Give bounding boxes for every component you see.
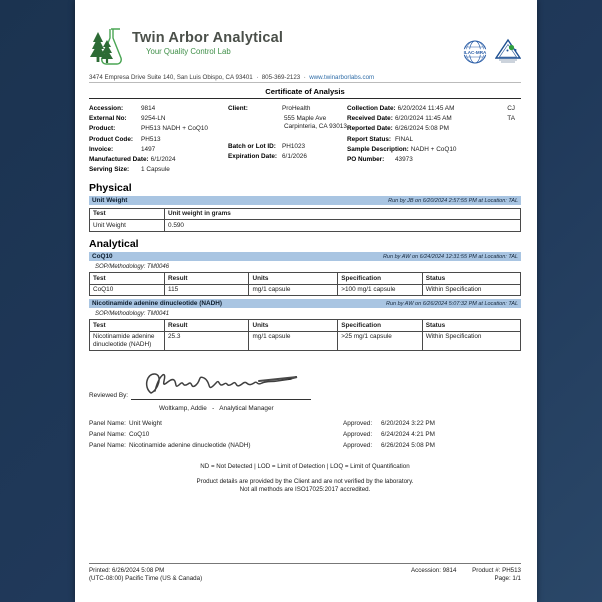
- analyst-initials: TA: [507, 115, 515, 123]
- info-row: [89, 136, 228, 144]
- panel-name-value: CoQ10: [129, 430, 150, 438]
- field-value: 9814: [141, 105, 156, 112]
- panel-name-label: Panel Name:: [89, 441, 126, 449]
- field-label: Expiration Date:: [228, 152, 278, 160]
- info-row: [89, 105, 228, 113]
- panel-bar-unit-weight: [89, 196, 521, 205]
- cell-result: 25.3: [164, 331, 248, 350]
- address-sep1: ·: [256, 74, 259, 81]
- sop-methodology: SOP/Methodology: TM0046: [95, 263, 170, 270]
- cell-status: Within Specification: [422, 284, 520, 296]
- info-row: [347, 105, 521, 113]
- cell-status: Within Specification: [422, 331, 520, 350]
- panel-bar-coq10: [89, 252, 521, 261]
- info-row: [347, 146, 521, 154]
- field-value: PH1023: [282, 142, 306, 150]
- field-label: Batch or Lot ID:: [228, 142, 276, 150]
- panel-name: CoQ10: [92, 253, 113, 260]
- col-header-units: Units: [249, 273, 338, 285]
- reviewer-title: Analytical Manager: [219, 404, 274, 412]
- table-row: [90, 284, 521, 296]
- col-header-specification: Specification: [338, 320, 422, 332]
- info-column-right: [347, 105, 521, 176]
- pjla-badge-icon: [495, 38, 521, 70]
- nadh-table: [89, 319, 521, 351]
- field-label: Invoice:: [89, 145, 114, 153]
- cell-result: 115: [164, 284, 248, 296]
- field-label: External No:: [89, 115, 127, 123]
- field-value: PH513 NADH + CoQ10: [141, 125, 208, 133]
- panel-name: Unit Weight: [92, 197, 128, 205]
- col-header-status: Status: [422, 273, 520, 285]
- signature-line: [131, 399, 311, 400]
- panel-name: Nicotinamide adenine dinucleotide (NADH): [92, 300, 222, 308]
- coq10-table: [89, 272, 521, 296]
- info-row: [228, 153, 347, 161]
- client-name: ProHealth: [282, 105, 311, 112]
- header: [89, 26, 521, 73]
- info-row: [89, 115, 228, 123]
- field-value: 6/26/2024 5:08 PM: [395, 125, 450, 133]
- field-value: 6/1/2026: [282, 152, 307, 160]
- panel-bar-nadh: [89, 299, 521, 308]
- col-header-test: Test: [90, 320, 165, 332]
- spacer: [228, 132, 347, 143]
- col-header-result: Result: [164, 273, 248, 285]
- field-label: Product Code:: [89, 135, 134, 143]
- field-label: Manufactured Date:: [89, 155, 149, 163]
- cell-units: mg/1 capsule: [249, 284, 338, 296]
- field-value: 6/20/2024 11:45 AM: [397, 105, 455, 112]
- page-content: [75, 0, 537, 602]
- info-row: [89, 146, 228, 154]
- field-value: 6/1/2024: [150, 155, 176, 163]
- run-info: Run by AW on 6/26/2024 5:07:32 PM at Location: TAL: [386, 300, 518, 307]
- table-header-row: [90, 320, 521, 332]
- page-footer: [89, 563, 521, 584]
- field-label: Reported Date:: [347, 125, 393, 133]
- footer-right: [397, 567, 521, 584]
- reviewed-by-label: Reviewed By:: [89, 391, 129, 399]
- field-value: NADH + CoQ10: [410, 145, 457, 153]
- signature-block: [89, 367, 521, 403]
- field-value: FINAL: [395, 135, 414, 143]
- approved-datetime: 6/24/2024 4:21 PM: [381, 430, 436, 438]
- footer-left: [89, 567, 202, 584]
- reviewer-separator: -: [212, 404, 215, 412]
- accreditation-badges: [460, 38, 521, 70]
- phone-number: 805-369-2123: [261, 74, 301, 81]
- footnotes: [89, 463, 521, 494]
- brand-text: [132, 26, 283, 56]
- info-column-left: [89, 105, 228, 176]
- panel-approvals: [89, 420, 521, 449]
- field-label: Accession:: [89, 105, 124, 112]
- sample-info-grid: [89, 105, 521, 176]
- analyst-initials: CJ: [507, 105, 515, 112]
- header-divider-dark: [89, 98, 521, 99]
- sop-methodology: SOP/Methodology: TM0041: [95, 310, 170, 317]
- field-label: Received Date:: [347, 115, 393, 123]
- approved-label: Approved:: [343, 441, 373, 449]
- panel-approval-row: [89, 431, 521, 438]
- field-label: Report Status:: [347, 135, 392, 143]
- panel-name-value: Nicotinamide adenine dinucleotide (NADH): [129, 441, 251, 449]
- physical-section-heading: Physical: [89, 182, 132, 195]
- run-info: Run by AW on 6/24/2024 12:31:55 PM at Location: TAL: [382, 253, 518, 260]
- footer-accession: Accession: 9814: [411, 566, 457, 574]
- field-value: 1497: [141, 145, 156, 153]
- disclaimer-line2: Not all methods are ISO17025:2017 accredited.: [239, 485, 371, 493]
- col-header-status: Status: [422, 320, 520, 332]
- document-title: Certificate of Analysis: [265, 87, 345, 96]
- cell-units: mg/1 capsule: [249, 331, 338, 350]
- col-header-test: Test: [90, 273, 165, 285]
- cell-test: Unit Weight: [90, 220, 165, 232]
- footer-product: Product #: PH513: [472, 566, 521, 574]
- info-row: [89, 166, 228, 174]
- company-name: Twin Arbor Analytical: [132, 30, 284, 46]
- info-row: [347, 115, 521, 123]
- run-info: Run by JB on 6/20/2024 2:57:55 PM at Location: TAL: [388, 197, 518, 204]
- info-row: [347, 136, 521, 144]
- lab-address-line: [89, 74, 521, 81]
- ilac-badge-text: ILAC-MRA: [463, 49, 487, 55]
- table-row: [90, 220, 521, 232]
- certificate-page: [75, 0, 537, 602]
- client-address: [284, 115, 347, 131]
- col-header-units: Units: [249, 320, 338, 332]
- info-row: [347, 156, 521, 164]
- client-address-line2: Carpinteria, CA 93013: [284, 123, 347, 131]
- printed-timestamp: Printed: 6/26/2024 5:08 PM: [89, 566, 165, 574]
- client-row: [228, 105, 347, 113]
- panel-approval-row: [89, 420, 521, 427]
- panel-name-label: Panel Name:: [89, 430, 126, 438]
- col-header-specification: Specification: [338, 273, 422, 285]
- header-divider-light: [89, 82, 521, 83]
- approved-datetime: 6/20/2024 3:22 PM: [381, 419, 436, 427]
- street-address: 3474 Empresa Drive Suite 140, San Luis Obispo, CA 93401: [89, 74, 253, 81]
- field-label: Serving Size:: [89, 166, 130, 174]
- field-label: Product:: [89, 125, 116, 133]
- field-value: 43973: [395, 155, 413, 163]
- approved-label: Approved:: [343, 419, 373, 427]
- field-value: 9254-LN: [141, 115, 166, 123]
- handwritten-signature: [141, 363, 311, 401]
- panel-name-value: Unit Weight: [129, 419, 162, 427]
- website-link: www.twinarborlabs.com: [309, 74, 375, 81]
- lab-logo-icon: [89, 26, 129, 73]
- cell-test: CoQ10: [90, 284, 165, 296]
- panel-name-label: Panel Name:: [89, 419, 126, 427]
- cell-test: Nicotinamide adenine dinucleotide (NADH): [90, 331, 165, 350]
- table-header-row: [90, 208, 521, 220]
- analytical-section-heading: Analytical: [89, 238, 139, 250]
- field-value: PH513: [141, 135, 161, 143]
- cell-specification: >100 mg/1 capsule: [338, 284, 422, 296]
- approved-datetime: 6/26/2024 5:08 PM: [381, 441, 436, 449]
- table-row: [90, 331, 521, 350]
- info-row: [228, 143, 347, 151]
- field-label: PO Number:: [347, 155, 385, 163]
- field-label: Sample Description:: [347, 145, 409, 153]
- ilac-mra-badge-icon: [460, 39, 490, 70]
- reviewer-identity: [159, 405, 521, 412]
- disclaimer-line1: Product details are provided by the Client and are not verified by the laboratory.: [196, 477, 414, 485]
- unit-weight-table: [89, 208, 521, 232]
- col-header-unit-weight: Unit weight in grams: [164, 208, 520, 220]
- field-value: 1 Capsule: [141, 166, 170, 174]
- table-header-row: [90, 273, 521, 285]
- cell-value: 0.590: [164, 220, 520, 232]
- info-row: [89, 125, 228, 133]
- field-value: 6/20/2024 11:45 AM: [395, 115, 452, 123]
- reviewer-name: Woltkamp, Addie: [159, 404, 207, 412]
- info-row: [347, 125, 521, 133]
- brand: [89, 26, 283, 73]
- footer-page-number: Page: 1/1: [494, 575, 521, 583]
- info-row: [89, 156, 228, 164]
- info-column-middle: [228, 105, 347, 176]
- field-label: Client:: [228, 105, 248, 112]
- company-tagline: Your Quality Control Lab: [146, 47, 231, 56]
- approved-label: Approved:: [343, 430, 373, 438]
- client-address-line1: 555 Maple Ave: [284, 115, 327, 123]
- cell-specification: >25 mg/1 capsule: [338, 331, 422, 350]
- address-sep2: ·: [303, 74, 306, 81]
- col-header-test: Test: [90, 208, 165, 220]
- col-header-result: Result: [164, 320, 248, 332]
- panel-approval-row: [89, 442, 521, 449]
- timezone: (UTC-08:00) Pacific Time (US & Canada): [89, 575, 203, 583]
- field-label: Collection Date:: [347, 105, 396, 112]
- abbreviation-legend: ND = Not Detected | LOD = Limit of Detection | LOQ = Limit of Quantification: [200, 462, 410, 470]
